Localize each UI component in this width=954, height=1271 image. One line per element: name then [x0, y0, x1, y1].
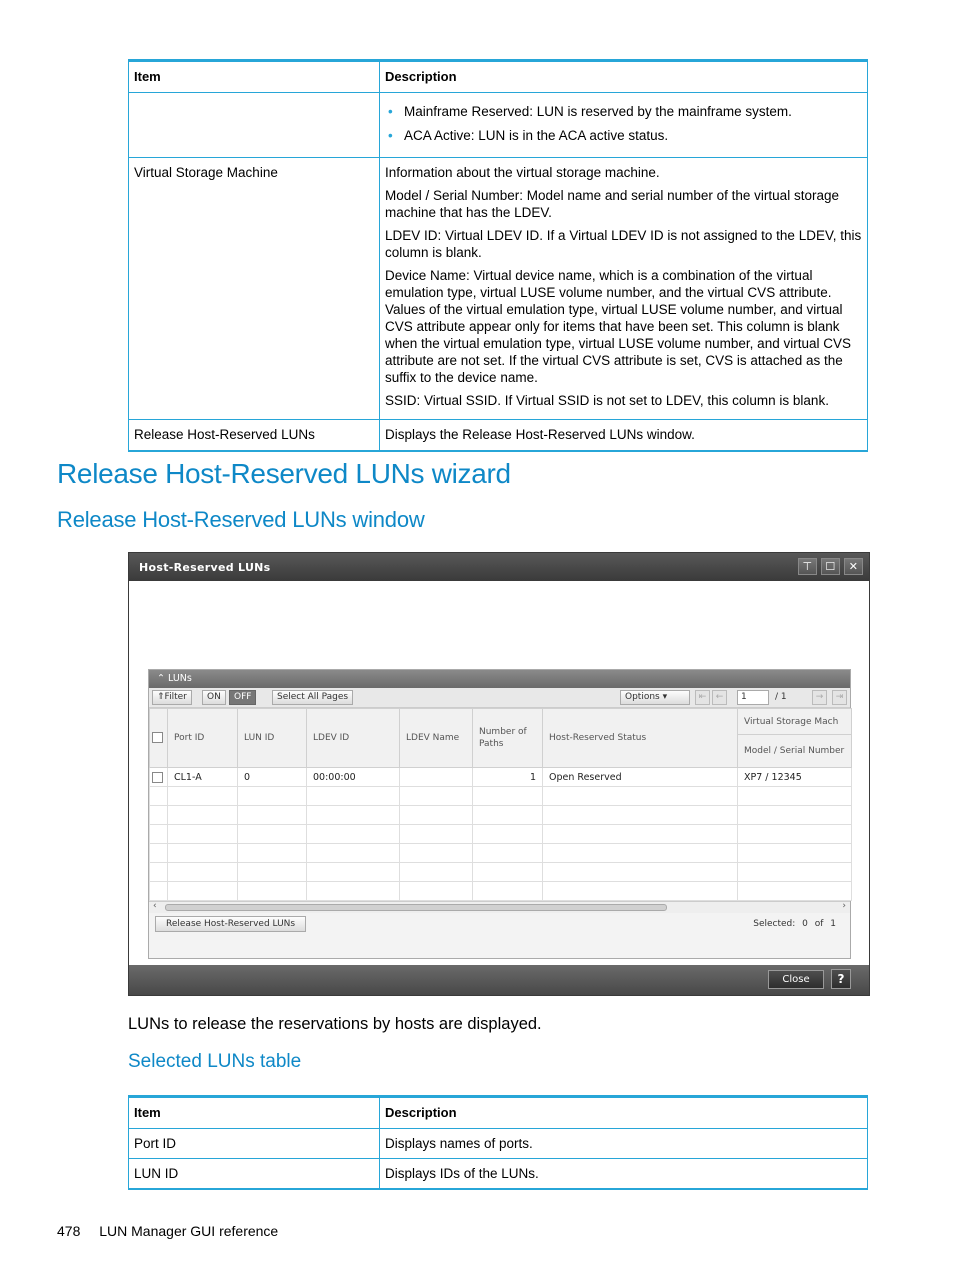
table-row [129, 158, 868, 420]
host-reserved-luns-window [128, 552, 870, 996]
luns-table [149, 708, 852, 901]
panel-title: LUNs [168, 673, 192, 684]
description-paragraph: Device Name: Virtual device name, which is a combination of the virtual emulation type, virtual LUSE volume number, and the virtual CVS attribute. Values of the virtual emulation type, virtual LUSE volume number, and virtual CVS attribute appear only for items that have been set. This column is blank when the virtual emulation type, virtual LUSE volume number, and virtual CVS attribute are not set. If the virtual CVS attribute is set, CVS is attached as the suffix to the device name. [385, 268, 851, 385]
window-title-bar [129, 553, 869, 581]
column-header-port-id[interactable]: Port ID [168, 709, 238, 768]
toolbar [149, 688, 850, 708]
options-dropdown[interactable] [620, 690, 690, 705]
filter-label: Filter [164, 692, 187, 702]
table-header-row [150, 709, 852, 735]
horizontal-scrollbar[interactable] [149, 901, 850, 913]
row-checkbox-cell [150, 768, 168, 787]
description-cell: Displays the Release Host-Reserved LUNs window. [380, 420, 868, 451]
item-cell: Port ID [129, 1129, 380, 1159]
empty-row [150, 787, 852, 806]
window-description: LUNs to release the reservations by hosts are displayed. [128, 1015, 542, 1033]
selected-luns-table-heading: Selected LUNs table [128, 1051, 302, 1072]
model-serial-cell: XP7 / 12345 [738, 768, 852, 787]
item-cell [129, 93, 380, 158]
table-row [129, 1159, 868, 1190]
collapse-icon[interactable]: ⌃ [157, 673, 165, 684]
empty-row [150, 882, 852, 901]
column-group-virtual-storage-machine: Virtual Storage Mach [738, 709, 852, 735]
luns-panel [148, 669, 851, 959]
table-row [129, 420, 868, 451]
empty-row [150, 825, 852, 844]
pin-icon[interactable]: ⊤ [798, 558, 817, 575]
status-list [385, 103, 862, 144]
maximize-icon[interactable]: ☐ [821, 558, 840, 575]
select-all-pages-button[interactable]: Select All Pages [272, 690, 353, 705]
window-footer [129, 965, 869, 995]
description-paragraph: Model / Serial Number: Model name and serial number of the virtual storage machine that has the LDEV. [385, 188, 839, 220]
description-cell: Displays names of ports. [380, 1129, 868, 1159]
column-header-ldev-name[interactable]: LDEV Name [400, 709, 473, 768]
filter-on-toggle[interactable]: ON [202, 690, 226, 705]
scrollbar-thumb[interactable] [165, 904, 667, 911]
page-total: / 1 [775, 692, 787, 702]
host-reserved-status-cell: Open Reserved [543, 768, 738, 787]
select-all-checkbox-cell [150, 709, 168, 768]
table-row [129, 1129, 868, 1159]
previous-page-icon[interactable]: ← [712, 690, 727, 705]
port-id-cell: CL1-A [168, 768, 238, 787]
filter-button[interactable] [152, 690, 192, 705]
wizard-heading: Release Host-Reserved LUNs wizard [57, 458, 511, 489]
description-cell: Displays IDs of the LUNs. [380, 1159, 868, 1190]
row-checkbox[interactable] [152, 772, 163, 783]
window-title: Host-Reserved LUNs [139, 561, 271, 574]
empty-row [150, 844, 852, 863]
last-page-icon[interactable]: ⇥ [832, 690, 847, 705]
close-icon[interactable]: ✕ [844, 558, 863, 575]
number-of-paths-cell: 1 [473, 768, 543, 787]
empty-row [150, 863, 852, 882]
lun-id-cell: 0 [238, 768, 307, 787]
section-title: LUN Manager GUI reference [99, 1223, 279, 1239]
ldev-id-cell: 00:00:00 [307, 768, 400, 787]
item-cell: Release Host-Reserved LUNs [129, 420, 380, 451]
empty-row [150, 806, 852, 825]
chevron-down-icon: ▾ [662, 692, 668, 702]
description-paragraph: LDEV ID: Virtual LDEV ID. If a Virtual LDEV ID is not assigned to the LDEV, this column is blank. [385, 228, 862, 260]
item-cell: LUN ID [129, 1159, 380, 1190]
column-header-item: Item [129, 1097, 380, 1129]
table-header-row [129, 1097, 868, 1129]
column-header-model-serial[interactable]: Model / Serial Number [738, 735, 852, 768]
close-button[interactable]: Close [768, 970, 824, 989]
select-all-checkbox[interactable] [152, 732, 163, 743]
column-header-description: Description [380, 1097, 868, 1129]
page-number: 478 [57, 1223, 81, 1239]
column-header-item: Item [129, 61, 380, 93]
page-number-input[interactable]: 1 [737, 690, 769, 705]
column-header-lun-id[interactable]: LUN ID [238, 709, 307, 768]
release-host-reserved-luns-button[interactable]: Release Host-Reserved LUNs [155, 916, 306, 932]
column-header-description: Description [380, 61, 868, 93]
list-item: • ACA Active: LUN is in the ACA active status. [385, 127, 862, 144]
ldev-name-cell [400, 768, 473, 787]
filter-off-toggle[interactable]: OFF [229, 690, 256, 705]
panel-actions [149, 913, 850, 935]
selected-count: Selected: 0 of 1 [753, 919, 836, 929]
page-footer [57, 1223, 278, 1239]
list-item: • Mainframe Reserved: LUN is reserved by the mainframe system. [385, 103, 862, 120]
window-heading: Release Host-Reserved LUNs window [57, 507, 425, 532]
options-label: Options [625, 692, 660, 702]
scroll-left-icon[interactable]: ‹ [153, 901, 157, 911]
scroll-right-icon[interactable]: › [842, 901, 846, 911]
item-cell: Virtual Storage Machine [129, 158, 380, 420]
table-header-row [129, 61, 868, 93]
selected-luns-table [128, 1095, 868, 1190]
column-header-host-reserved-status[interactable]: Host-Reserved Status [543, 709, 738, 768]
help-icon[interactable]: ? [831, 969, 851, 989]
next-page-icon[interactable]: → [812, 690, 827, 705]
description-paragraph: SSID: Virtual SSID. If Virtual SSID is not set to LDEV, this column is blank. [385, 393, 829, 408]
filter-icon: ⇑ [157, 692, 165, 702]
table-row [129, 93, 868, 158]
table-row[interactable] [150, 768, 852, 787]
column-header-number-of-paths[interactable]: Number of Paths [473, 709, 543, 768]
description-paragraph: Information about the virtual storage machine. [385, 165, 660, 180]
description-table [128, 59, 868, 452]
first-page-icon[interactable]: ⇤ [695, 690, 710, 705]
column-header-ldev-id[interactable]: LDEV ID [307, 709, 400, 768]
description-cell [380, 158, 868, 420]
panel-header [149, 670, 850, 688]
description-cell [380, 93, 868, 158]
